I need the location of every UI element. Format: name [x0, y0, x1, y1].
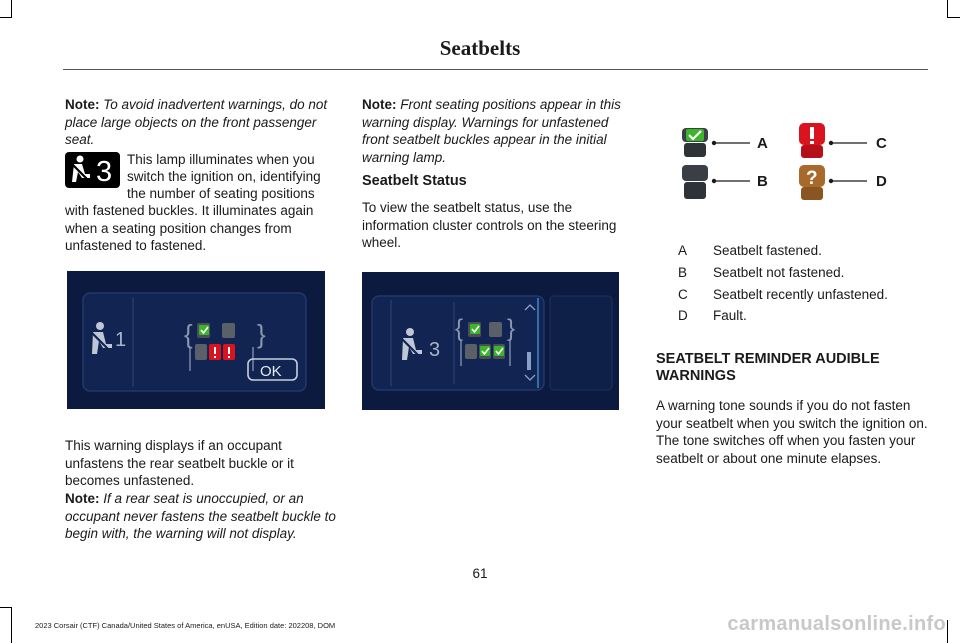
svg-text:}: } — [257, 319, 266, 349]
note-label: Note: — [362, 97, 397, 112]
audible-warning-paragraph: A warning tone sounds if you do not fasten your seatbelt when you switch the ignition on. The tone switches off when you fasten your seatbelt or about one minute elapses. — [656, 398, 928, 466]
page-number: 61 — [472, 566, 488, 581]
legend-key: A — [678, 243, 688, 258]
legend-value: Fault. — [713, 308, 747, 323]
seat-rear-left-icon — [465, 344, 477, 359]
seat-unfastened-warning-icon — [799, 123, 825, 158]
legend-value: Seatbelt not fastened. — [713, 265, 845, 280]
lamp-desc-line-2: switch the ignition on, identifying — [127, 169, 321, 184]
note-text: Front seating positions appear in this warning display. Warnings for unfastened front seatbelt buckles appear in the initial warning lamp. — [362, 97, 621, 165]
note-front-passenger — [65, 96, 337, 149]
legend-value: Seatbelt recently unfastened. — [713, 287, 888, 302]
lamp-desc-line-1: This lamp illuminates when you — [127, 152, 315, 167]
section-heading-line-2: WARNINGS — [656, 368, 736, 384]
svg-text:}: } — [507, 315, 516, 342]
label-c: C — [876, 135, 887, 152]
rear-unfasten-paragraph: This warning displays if an occupant unfastens the rear seatbelt buckle or it becomes unfastened. — [65, 438, 294, 488]
note-front-positions — [362, 96, 634, 166]
seat-front-left-icon — [197, 323, 210, 338]
seat-rear-right-fastened-icon — [493, 344, 505, 359]
crop-mark-bottom-left-h — [0, 607, 12, 608]
note-text: To avoid inadvertent warnings, do not place large objects on the front passenger seat. — [65, 97, 328, 147]
seat-rear-left-icon — [195, 344, 207, 360]
seat-front-left-icon — [468, 322, 481, 337]
note-text: If a rear seat is unoccupied, or an occupant never fastens the seatbelt buckle to begin with, the warning will not display. — [65, 491, 336, 541]
svg-text:{: { — [184, 319, 193, 349]
svg-text:3: 3 — [96, 156, 113, 188]
note-label: Note: — [65, 97, 100, 112]
watermark: carmanualsonline.info — [727, 613, 946, 635]
cluster-display-seatbelt-status — [362, 272, 619, 410]
ok-button-label: OK — [260, 363, 282, 380]
crop-mark-top-left-v — [11, 0, 12, 18]
seatbelt-status-paragraph: To view the seatbelt status, use the information cluster controls on the steering wheel. — [362, 200, 617, 250]
seat-rear-center-fastened-icon — [479, 344, 491, 359]
seat-rear-right-warning-icon — [223, 344, 235, 360]
occupant-count: 1 — [115, 329, 127, 351]
crop-mark-top-right-v — [947, 0, 948, 18]
legend-key: D — [678, 308, 688, 323]
seat-fault-icon — [799, 165, 825, 200]
lamp-desc-rest: with fastened buckles. It illuminates again when a seating position changes from unfastened to fastened. — [65, 203, 314, 253]
cluster-display-rear-warning — [67, 271, 325, 409]
legend-key: C — [678, 287, 688, 302]
svg-text:?: ? — [806, 168, 818, 189]
crop-mark-top-left-h — [0, 17, 12, 18]
label-d: D — [876, 173, 887, 190]
seat-rear-center-warning-icon — [209, 344, 221, 360]
header-rule — [63, 69, 928, 70]
seatbelt-status-diagram — [670, 115, 910, 210]
section-heading-line-1: SEATBELT REMINDER AUDIBLE — [656, 351, 880, 367]
note-label: Note: — [65, 491, 100, 506]
legend-key: B — [678, 265, 688, 280]
seat-not-fastened-icon — [682, 165, 708, 199]
edition-info: 2023 Corsair (CTF) Canada/United States of America, enUSA, Edition date: 202208, DOM — [35, 621, 336, 630]
label-b: B — [757, 173, 768, 190]
svg-text:{: { — [455, 315, 464, 342]
seatbelt-status-heading: Seatbelt Status — [362, 173, 467, 189]
note-rear-seat — [65, 490, 340, 543]
crop-mark-bottom-right-v — [947, 620, 948, 643]
occupant-count: 3 — [429, 339, 441, 361]
lamp-desc-line-3: the number of seating positions — [127, 186, 315, 201]
seat-front-right-icon — [489, 322, 502, 337]
crop-mark-bottom-left-v — [11, 607, 12, 643]
seatbelt-lamp-icon — [65, 152, 120, 188]
legend-value: Seatbelt fastened. — [713, 243, 822, 258]
page-title: Seatbelts — [439, 36, 521, 60]
label-a: A — [757, 135, 768, 152]
crop-mark-top-right-h — [947, 17, 960, 18]
seat-front-right-icon — [222, 323, 235, 338]
seat-fastened-icon — [682, 128, 708, 157]
